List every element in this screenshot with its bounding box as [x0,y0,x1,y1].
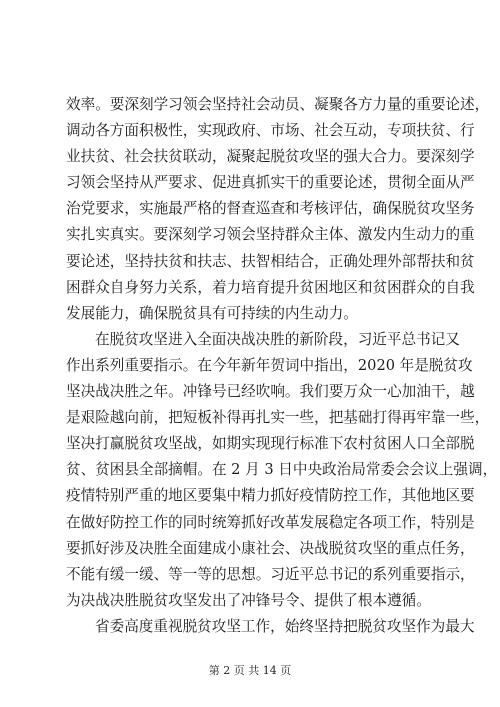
text-line: 习领会坚持从严要求、促进真抓实干的重要论述，贯彻全面从严 [66,174,475,192]
text-line: 坚决战决胜之年。冲锋号已经吹响。我们要万众一心加油干，越 [66,383,475,401]
text-line: 疫情特别严重的地区要集中精力抓好疫情防控工作，其他地区要 [66,487,475,505]
text-line: 治党要求，实施最严格的督查巡查和考核评估，确保脱贫攻坚务 [66,200,475,218]
text-line: 作出系列重要指示。在今年新年贺词中指出，2020 年是脱贫攻 [66,356,473,374]
text-line: 贫、贫困县全部摘帽。在 2 月 3 日中央政治局常委会会议上强调， [66,461,498,479]
text-line: 业扶贫、社会扶贫联动，凝聚起脱贫攻坚的强大合力。要深刻学 [66,148,475,166]
text-line: 调动各方面积极性，实现政府、市场、社会互动，专项扶贫、行 [66,122,475,140]
text-line: 坚决打赢脱贫攻坚战，如期实现现行标准下农村贫困人口全部脱 [66,435,475,453]
text-line: 要抓好涉及决胜全面建成小康社会、决战脱贫攻坚的重点任务， [66,539,475,557]
text-line: 在做好防控工作的同时统筹抓好改革发展稳定各项工作，特别是 [66,513,475,531]
text-line: 在脱贫攻坚进入全面决战决胜的新阶段，习近平总书记又 [95,330,460,348]
page-number-footer: 第 2 页 共 14 页 [208,664,292,677]
text-line: 不能有缓一缓、等一等的思想。习近平总书记的系列重要指示， [66,565,475,583]
text-line: 实扎实真实。要深刻学习领会坚持群众主体、激发内生动力的重 [66,226,475,244]
text-line: 省委高度重视脱贫攻坚工作，始终坚持把脱贫攻坚作为最大 [95,617,475,635]
text-line: 发展能力，确保脱贫具有可持续的内生动力。 [66,304,358,322]
text-line: 为决战决胜脱贫攻坚发出了冲锋号令、提供了根本遵循。 [66,591,431,609]
document-body [66,92,498,640]
text-line: 效率。要深刻学习领会坚持社会动员、凝聚各方力量的重要论述， [66,96,490,113]
text-line: 要论述，坚持扶贫和扶志、扶智相结合，正确处理外部帮扶和贫 [66,252,475,270]
text-line: 是艰险越向前，把短板补得再扎实一些，把基础打得再牢靠一些， [66,409,490,427]
text-line: 困群众自身努力关系，着力培育提升贫困地区和贫困群众的自我 [66,278,475,296]
